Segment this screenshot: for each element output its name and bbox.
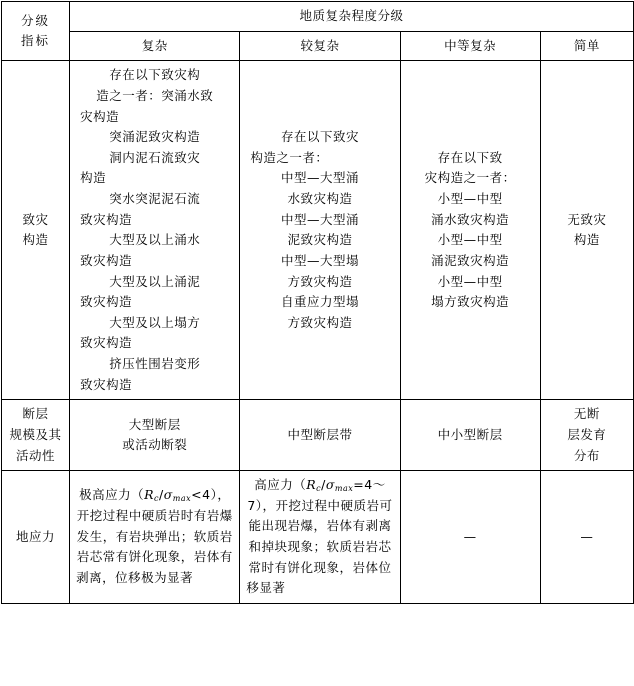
cell-line: 突水突泥泥石流 — [109, 191, 201, 206]
row-label-line: 地应力 — [16, 528, 56, 544]
row-label-geostress — [2, 471, 70, 604]
cell-line: 构造 — [80, 170, 107, 186]
cell-line: 致灾构造 — [80, 211, 133, 227]
cell-line: 中型—大型涌 — [280, 170, 359, 186]
table-sheet — [0, 1, 634, 686]
cell-line: 致灾构造 — [80, 376, 133, 392]
cell-line: 致灾构造 — [80, 294, 133, 310]
corner-label-line1: 分级 — [21, 12, 51, 28]
cell-line: 无断 — [573, 406, 600, 422]
row-label-line: 断层 — [22, 406, 49, 422]
cell-disaster-complex — [70, 61, 240, 400]
cell-line: 层发育 — [567, 426, 607, 442]
level-header-complex: 复杂 — [70, 31, 240, 61]
cell-line: 灾构造 — [80, 108, 120, 124]
cell-line: 水致灾构造 — [287, 191, 353, 206]
cell-disaster-simple — [540, 61, 633, 400]
group-header-cell: 地质复杂程度分级 — [70, 2, 634, 32]
cell-line: 分布 — [573, 447, 600, 463]
cell-line: 构造之一者： — [250, 149, 329, 165]
cell-line: 中型—大型涌 — [280, 211, 359, 227]
cell-disaster-moderately-complex — [400, 61, 540, 400]
cell-line: 自重应力型塌 — [280, 294, 359, 310]
level-header-moderately-complex: 中等复杂 — [400, 31, 540, 61]
table-row — [2, 471, 634, 604]
cell-fault-simple — [540, 400, 633, 471]
cell-line: 灾构造之一者： — [424, 170, 516, 186]
cell-line: 大型断层 — [128, 416, 181, 432]
cell-fault-complex — [70, 400, 240, 471]
cell-geostress-moderately-complex: — — [400, 471, 540, 604]
row-label-fault-scale — [2, 400, 70, 471]
cell-line: 小型—中型 — [437, 273, 503, 289]
cell-line: 存在以下致灾 — [280, 129, 359, 145]
cell-geostress-complex: 极高应力$(R_c/\sigma_{max}<4)$，开挖过程中硬质岩时有岩爆发生，有岩块弹出；软质岩岩芯常有饼化现象，岩体有剥离，位移极为显著 — [70, 471, 240, 604]
cell-line: 突涌泥致灾构造 — [109, 129, 201, 145]
level-header-simple: 简单 — [540, 31, 633, 61]
cell-line: 涌泥致灾构造 — [431, 252, 510, 268]
cell-line: 大型及以上涌水 — [109, 232, 201, 248]
cell-geostress-simple: — — [540, 471, 633, 604]
cell-line: 造之一者：突涌水致 — [96, 87, 214, 103]
level-header-fairly-complex: 较复杂 — [240, 31, 400, 61]
row-label-line: 活动性 — [16, 447, 56, 463]
cell-line: 致灾构造 — [80, 335, 133, 351]
row-label-line: 构造 — [22, 232, 49, 248]
cell-line: 中小型断层 — [437, 426, 503, 442]
cell-line: 存在以下致灾构 — [109, 67, 201, 83]
corner-header-cell — [2, 2, 70, 61]
cell-line: 塌方致灾构造 — [431, 294, 510, 310]
cell-disaster-fairly-complex — [240, 61, 400, 400]
table-header-row-1 — [2, 2, 634, 32]
cell-line: 大型及以上涌泥 — [109, 273, 201, 289]
cell-line: 小型—中型 — [437, 191, 503, 206]
cell-line: 构造 — [573, 232, 600, 248]
row-label-line: 致灾 — [22, 211, 49, 227]
cell-line: 泥致灾构造 — [287, 232, 353, 248]
cell-line: 挤压性围岩变形 — [109, 356, 201, 371]
cell-line: 或活动断裂 — [122, 437, 188, 453]
row-label-disaster-structure — [2, 61, 70, 400]
table-row — [2, 61, 634, 400]
cell-line: 致灾构造 — [80, 252, 133, 268]
cell-line: 大型及以上塌方 — [109, 314, 201, 330]
cell-line: 小型—中型 — [437, 232, 503, 248]
cell-line: 方致灾构造 — [287, 273, 353, 289]
cell-line: 存在以下致 — [437, 149, 503, 165]
cell-line: 洞内泥石流致灾 — [109, 149, 201, 165]
cell-fault-moderately-complex — [400, 400, 540, 471]
geology-classification-table — [1, 1, 634, 604]
table-header-row-2 — [2, 31, 634, 61]
cell-line: 无致灾 — [567, 211, 607, 227]
cell-line: 中型断层带 — [287, 426, 353, 442]
table-row — [2, 400, 634, 471]
row-label-line: 规模及其 — [9, 426, 62, 442]
corner-label-line2: 指标 — [21, 33, 51, 49]
cell-line: 中型—大型塌 — [280, 252, 359, 268]
cell-geostress-fairly-complex: 高应力$(R_c/\sigma_{max}=4\sim 7)$，开挖过程中硬质岩可能出现岩爆，岩体有剥离和掉块现象；软质岩岩芯常时有饼化现象，岩体位移显著 — [240, 471, 400, 604]
cell-line: 方致灾构造 — [287, 314, 353, 330]
cell-line: 涌水致灾构造 — [431, 211, 510, 227]
cell-fault-fairly-complex — [240, 400, 400, 471]
